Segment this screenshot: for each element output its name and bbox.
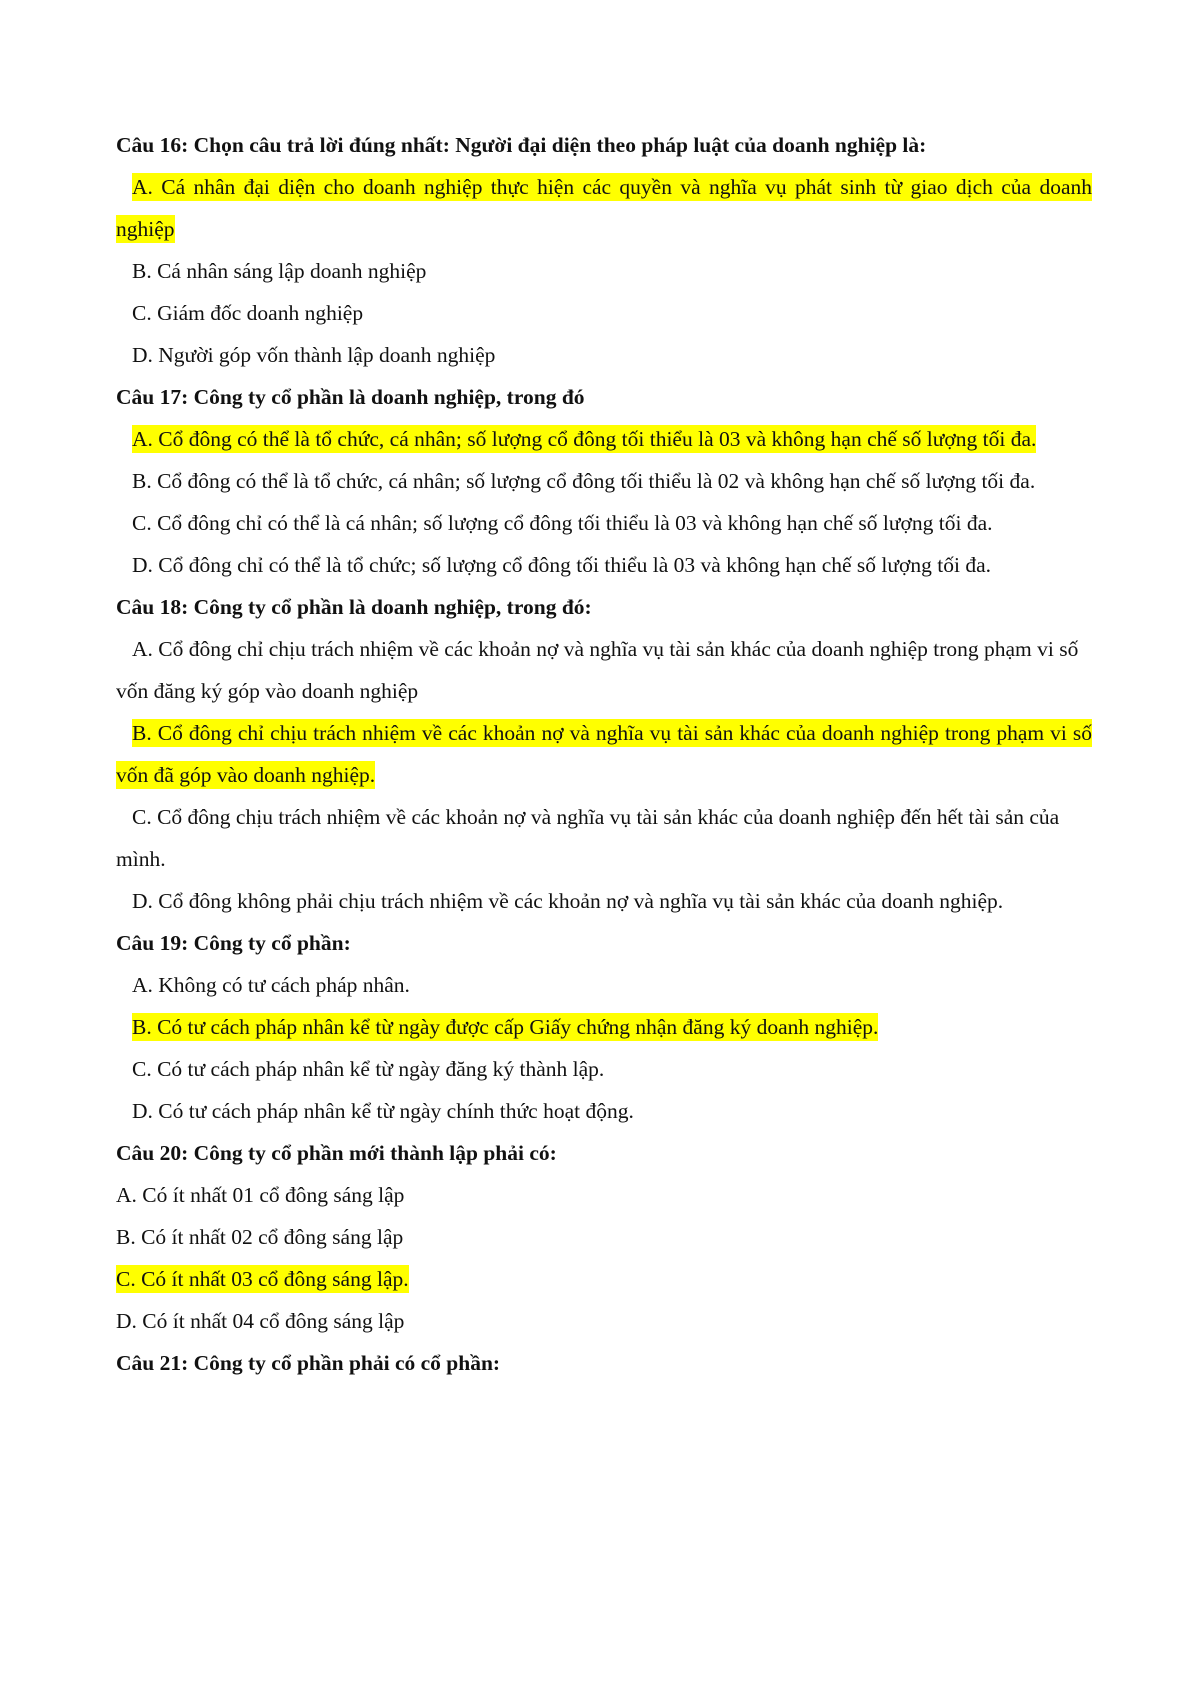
question-19-option-a: A. Không có tư cách pháp nhân. [132,973,410,997]
correct-answer-highlight: B. Cổ đông chỉ chịu trách nhiệm về các khoản nợ và nghĩa vụ tài sản khác của doanh nghiệp trong phạm vi số vốn đã góp vào doanh nghiệp. [116,721,1092,787]
question-18-option-d: D. Cổ đông không phải chịu trách nhiệm về các khoản nợ và nghĩa vụ tài sản khác của doanh nghiệp. [132,889,1004,913]
correct-answer-highlight: C. Có ít nhất 03 cổ đông sáng lập. [116,1267,409,1291]
question-17-option-b: B. Cổ đông có thể là tổ chức, cá nhân; số lượng cổ đông tối thiểu là 02 và không hạn chế số lượng tối đa. [132,469,1036,493]
question-20-option-b: B. Có ít nhất 02 cổ đông sáng lập [116,1225,404,1249]
question-20-title: Câu 20: Công ty cổ phần mới thành lập phải có: [116,1141,557,1165]
question-17-title: Câu 17: Công ty cổ phần là doanh nghiệp, trong đó [116,385,585,409]
question-20-option-a: A. Có ít nhất 01 cổ đông sáng lập [116,1183,405,1207]
question-20-option-c [116,1258,1092,1300]
question-21-title: Câu 21: Công ty cổ phần phải có cổ phần: [116,1351,501,1375]
question-19-option-b [116,1006,1092,1048]
question-19-title: Câu 19: Công ty cổ phần: [116,931,351,955]
question-16-option-a [116,166,1092,250]
question-20-option-d: D. Có ít nhất 04 cổ đông sáng lập [116,1309,405,1333]
question-18-title: Câu 18: Công ty cổ phần là doanh nghiệp, trong đó: [116,595,592,619]
question-19-option-c: C. Có tư cách pháp nhân kể từ ngày đăng ký thành lập. [132,1057,605,1081]
question-16-title: Câu 16: Chọn câu trả lời đúng nhất: Người đại diện theo pháp luật của doanh nghiệp là: [116,133,927,157]
question-16-option-d: D. Người góp vốn thành lập doanh nghiệp [132,343,496,367]
correct-answer-highlight: B. Có tư cách pháp nhân kể từ ngày được cấp Giấy chứng nhận đăng ký doanh nghiệp. [132,1015,879,1039]
question-18-option-c: C. Cổ đông chịu trách nhiệm về các khoản nợ và nghĩa vụ tài sản khác của doanh nghiệp đến hết tài sản của mình. [116,805,1060,871]
question-18-option-a: A. Cổ đông chỉ chịu trách nhiệm về các khoản nợ và nghĩa vụ tài sản khác của doanh nghiệp trong phạm vi số vốn đăng ký góp vào doanh nghiệp [116,637,1079,703]
correct-answer-highlight: A. Cá nhân đại diện cho doanh nghiệp thực hiện các quyền và nghĩa vụ phát sinh từ giao dịch của doanh nghiệp [116,175,1092,241]
question-19-option-d: D. Có tư cách pháp nhân kể từ ngày chính thức hoạt động. [132,1099,634,1123]
question-18-option-b [116,712,1092,796]
document-body [116,124,1092,1384]
question-16-option-c: C. Giám đốc doanh nghiệp [132,301,364,325]
correct-answer-highlight: A. Cổ đông có thể là tổ chức, cá nhân; số lượng cổ đông tối thiểu là 03 và không hạn chế số lượng tối đa. [132,427,1037,451]
question-17-option-d: D. Cổ đông chỉ có thể là tổ chức; số lượng cổ đông tối thiểu là 03 và không hạn chế số lượng tối đa. [132,553,992,577]
question-17-option-a [116,418,1092,460]
question-17-option-c: C. Cổ đông chỉ có thể là cá nhân; số lượng cổ đông tối thiểu là 03 và không hạn chế số lượng tối đa. [132,511,993,535]
question-16-option-b: B. Cá nhân sáng lập doanh nghiệp [132,259,427,283]
